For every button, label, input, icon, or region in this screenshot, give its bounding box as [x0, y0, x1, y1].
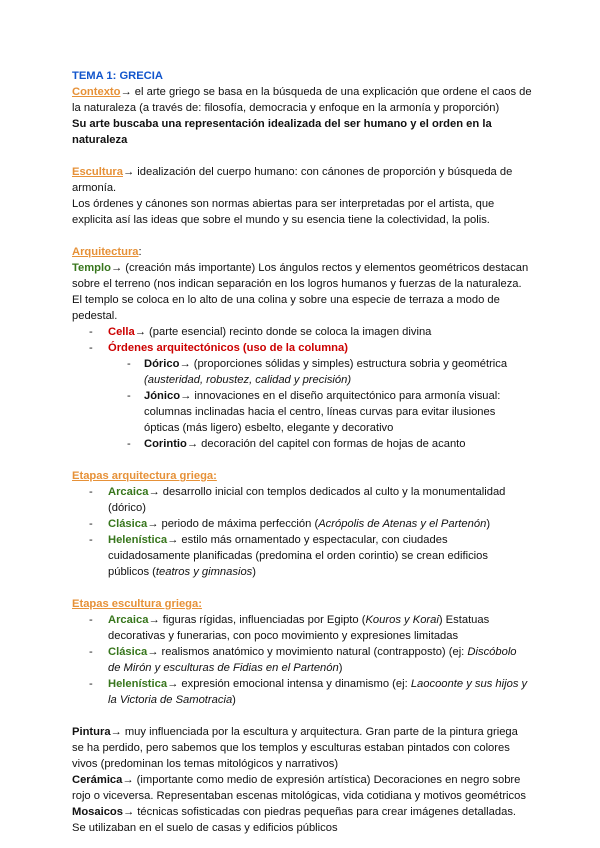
contexto-paragraph [72, 84, 532, 116]
ceramica-label: Cerámica [72, 774, 123, 786]
list-item: - Cella→ (parte esencial) recinto donde se coloca la imagen divina [89, 326, 432, 338]
list-item: - Arcaica→ figuras rígidas, influenciadas por Egipto (Kouros y Korai) Estatuas decorativas y funerarias, con poco movimiento y expresiones limitadas [89, 614, 490, 642]
escultura-text: → idealización del cuerpo humano: con cánones de proporción y búsqueda de armonía. [72, 166, 513, 194]
templo-label: Templo [72, 262, 111, 274]
etapas-escultura-list [72, 612, 532, 708]
contexto-text: → el arte griego se basa en la búsqueda de una explicación que ordene el caos de la naturaleza (a través de: filosofía, democracia y enfoque en la armonía y proporción) [72, 86, 532, 114]
escultura-label: Escultura [72, 166, 123, 178]
etapas-arquitectura-heading: Etapas arquitectura griega: [72, 470, 217, 482]
arquitectura-heading: Arquitectura: [72, 246, 142, 258]
mosaicos-paragraph: Mosaicos→ técnicas sofisticadas con piedras pequeñas para crear imágenes detalladas. Se utilizaban en el suelo de casas y edificios públicos [72, 806, 517, 834]
document-page [72, 68, 532, 836]
list-item: - Helenística→ expresión emocional intensa y dinamismo (ej: Laocoonte y sus hijos y la Victoria de Samotracia) [89, 678, 528, 706]
list-item: - Clásica→ periodo de máxima perfección (Acrópolis de Atenas y el Partenón) [89, 518, 491, 530]
contexto-bold: Su arte buscaba una representación idealizada del ser humano y el orden en la naturaleza [72, 118, 492, 146]
list-item: - Jónico→ innovaciones en el diseño arquitectónico para armonía visual: columnas inclinadas hacia el centro, líneas curvas para evitar ilusiones ópticas (más ligero) esbelto, elegante y decorativo [127, 390, 501, 434]
arquitectura-list [72, 324, 532, 452]
list-item: - Arcaica→ desarrollo inicial con templos dedicados al culto y la monumentalidad (dórico) [89, 486, 506, 514]
pintura-label: Pintura [72, 726, 111, 738]
page-title: TEMA 1: GRECIA [72, 70, 163, 82]
list-item: - Corintio→ decoración del capitel con formas de hojas de acanto [127, 438, 466, 450]
contexto-label: Contexto [72, 86, 121, 98]
mosaicos-label: Mosaicos [72, 806, 123, 818]
escultura-paragraph [72, 164, 532, 196]
escultura-text2: Los órdenes y cánones son normas abiertas para ser interpretadas por el artista, que explicita así las ideas que sobre el mundo y su esencia tiene la colectividad, la polis. [72, 198, 495, 226]
list-item: - Clásica→ realismos anatómico y movimiento natural (contrapposto) (ej: Discóbolo de Mirón y esculturas de Fidias en el Partenón) [89, 646, 517, 674]
ceramica-paragraph: Cerámica→ (importante como medio de expresión artística) Decoraciones en negro sobre rojo o viceversa. Representaban escenas mitológicas, vida cotidiana y motivos geométricos [72, 774, 526, 802]
arquitectura-label: Arquitectura [72, 246, 139, 258]
list-item: - Órdenes arquitectónicos (uso de la columna) [89, 342, 348, 354]
etapas-escultura-heading: Etapas escultura griega: [72, 598, 202, 610]
templo-text: → (creación más importante) Los ángulos rectos y elementos geométricos destacan sobre el terreno (nos indican separación en los logros humanos y fuerzas de la naturaleza. El templo se coloca en lo alto de una colina y sobre una especie de terraza a modo de pedestal. [72, 262, 529, 322]
etapas-arquitectura-list [72, 484, 532, 580]
list-item: - Dórico→ (proporciones sólidas y simples) estructura sobria y geométrica (austeridad, robustez, calidad y precisión) [127, 358, 508, 386]
pintura-paragraph: Pintura→ muy influenciada por la escultura y arquitectura. Gran parte de la pintura griega se ha perdido, pero sabemos que los templos y esculturas estaban pintados con colores vivos (predominan los temas mitológicos y narrativos) [72, 726, 518, 770]
templo-paragraph [72, 260, 532, 324]
list-item: - Helenística→ estilo más ornamentado y espectacular, con ciudades cuidadosamente planificadas (predomina el orden corintio) se crean edificios públicos (teatros y gimnasios) [89, 534, 488, 578]
